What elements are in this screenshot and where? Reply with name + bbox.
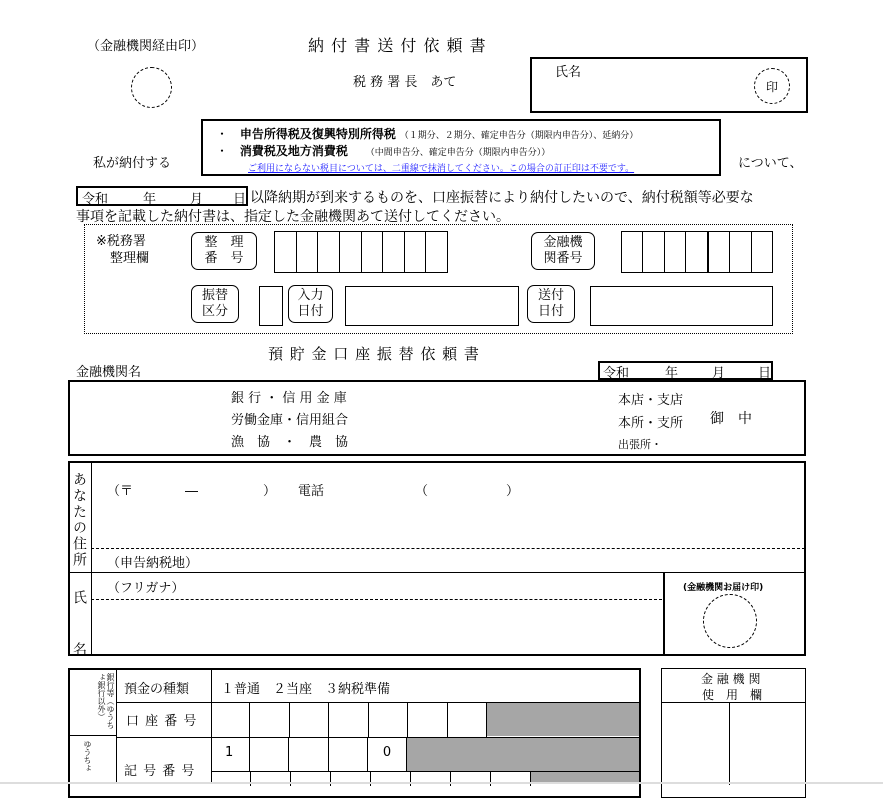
bank-type-2: 労働金庫・信用組合 — [231, 413, 349, 428]
tax-place-label: （申告納税地） — [107, 556, 199, 571]
request-era: 令和 — [603, 366, 630, 381]
sent-date-field[interactable] — [590, 286, 773, 326]
input-date-label-1: 入力 — [297, 288, 324, 303]
sent-date-label-1: 送付 — [537, 288, 564, 303]
tax-warning: ご利用にならない税目については、二重線で抹消してください。この場合の訂正印は不要です。 — [248, 164, 635, 174]
branch-type-2: 本所・支所 — [618, 416, 684, 431]
bank-no-label-1: 金融機 — [543, 235, 583, 250]
input-date-field[interactable] — [345, 286, 519, 326]
tax-item-consumption[interactable]: 消費税及地方消費税 — [239, 144, 348, 158]
deposit-type-label: 預金の種類 — [124, 682, 190, 697]
ref-no-label-1: 整 理 — [204, 235, 244, 250]
tax-item-consumption-note: （中間申告分、確定申告分（期限内申告分）） — [365, 148, 551, 158]
bank-seal-circle — [131, 67, 172, 108]
deposit-type-options[interactable]: １普通 ２当座 ３納税準備 — [221, 682, 391, 697]
request-date-box[interactable] — [598, 361, 773, 380]
name-label: 氏名 — [555, 65, 582, 80]
bank-type-1: 銀 行 ・ 信 用 金 庫 — [231, 391, 347, 406]
start-month: 月 — [190, 192, 204, 207]
applicant-name-box[interactable] — [530, 57, 808, 113]
bank-side-label: 銀行等（ゆうちょ銀行以外） — [97, 673, 115, 729]
symbol-no-shaded-top — [407, 738, 639, 771]
tax-item-income-note: （１期分、２期分、確定申告分（期限内申告分）、延納分） — [399, 131, 639, 141]
account-no-label: 口 座 番 号 — [126, 714, 198, 729]
bank-seal-stamp-area[interactable] — [703, 594, 757, 648]
sent-date-label — [527, 285, 575, 323]
bank-seal-note: （金融機関経由印） — [87, 39, 205, 54]
tax-prefix: 私が納付する — [93, 156, 172, 171]
tax-type-box — [201, 119, 721, 176]
page-title: 納 付 書 送 付 依 頼 書 — [308, 36, 487, 55]
sent-date-label-2: 日付 — [537, 304, 564, 319]
branch-type-1: 本店・支店 — [618, 393, 684, 408]
transfer-type-label-1: 振替 — [201, 288, 228, 303]
input-date-label — [288, 285, 333, 323]
ref-no-label — [191, 232, 257, 270]
tax-item-income[interactable]: 申告所得税及復興特別所得税 — [239, 127, 396, 141]
request-month: 月 — [712, 366, 726, 381]
seal-mark-text: 印 — [765, 79, 778, 94]
symbol-no-label: 記 号 番 号 — [124, 764, 196, 779]
bank-no-label-2: 関番号 — [543, 251, 583, 266]
office-use-label — [96, 233, 149, 267]
name-section-label: 氏 名 — [71, 590, 87, 668]
ref-no-cells[interactable] — [274, 231, 448, 273]
tax-suffix: について、 — [738, 156, 803, 171]
symbol-fixed-digit: 0 — [382, 745, 392, 760]
honorific: 御 中 — [710, 411, 752, 427]
input-date-label-2: 日付 — [297, 304, 324, 319]
transfer-type-cell[interactable] — [259, 286, 283, 326]
transfer-type-label — [191, 285, 239, 323]
phone-label: 電話 — [298, 484, 325, 499]
postal-code[interactable]: （〒 ― ） — [107, 484, 277, 499]
branch-type-3: 出張所・ — [618, 438, 662, 451]
account-no-cells[interactable] — [211, 702, 487, 737]
start-day: 日 — [233, 192, 247, 207]
address-label: あなたの住所 — [71, 472, 87, 568]
bank-name-box[interactable] — [68, 380, 806, 456]
bank-seal-label: (金融機関お届け印) — [683, 583, 764, 593]
bank-no-label — [531, 232, 595, 270]
bank-use-label-2: 使 用 欄 — [702, 688, 763, 702]
bank-name-label: 金融機関名 — [76, 365, 142, 380]
start-year: 年 — [143, 192, 157, 207]
transfer-request-title: 預 貯 金 口 座 振 替 依 頼 書 — [268, 345, 480, 363]
request-text-1: 以降納期が到来するものを、口座振替により納付したいので、納付税額等必要な — [250, 190, 754, 206]
account-no-shaded — [487, 703, 639, 736]
ref-no-label-2: 番 号 — [204, 251, 244, 266]
bullet-2: ・ — [216, 144, 229, 158]
request-day: 日 — [758, 366, 772, 381]
phone-number[interactable]: （ ） — [415, 484, 520, 499]
transfer-type-label-2: 区分 — [201, 304, 228, 319]
furigana-label: （フリガナ） — [107, 581, 185, 596]
yucho-label: ゆうちょ — [83, 740, 92, 772]
bullet-1: ・ — [216, 127, 229, 141]
start-era: 令和 — [82, 192, 109, 207]
start-date-box[interactable] — [76, 186, 248, 206]
seal-mark — [754, 68, 790, 104]
addressee: 税 務 署 長 あて — [353, 75, 457, 90]
bank-no-cells[interactable] — [621, 231, 773, 273]
office-use-label-2: 整理欄 — [110, 251, 150, 266]
request-text-2: 事項を記載した納付書は、指定した金融機関あて送付してください。 — [76, 209, 510, 225]
bank-use-label-1: 金 融 機 関 — [701, 672, 761, 686]
symbol-first-digit: 1 — [225, 745, 234, 760]
symbol-no-cells[interactable] — [211, 738, 407, 772]
bank-type-3: 漁 協 ・ 農 協 — [231, 435, 349, 450]
request-year: 年 — [665, 366, 679, 381]
office-use-label-1: ※税務署 — [96, 234, 146, 249]
